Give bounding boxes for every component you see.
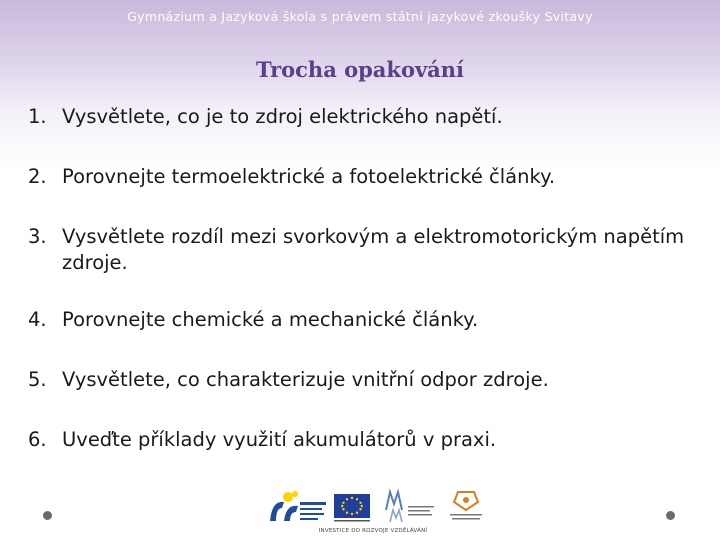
item-text: Vysvětlete, co je to zdroj elektrického napětí.: [62, 105, 503, 128]
list-item: [28, 104, 708, 130]
item-text: Vysvětlete, co charakterizuje vnitřní odpor zdroje.: [62, 368, 549, 391]
list-item: [28, 427, 708, 453]
op-vk-logo: [450, 492, 482, 520]
bullet-dot-right: [666, 511, 675, 520]
bullet-dot-left: [43, 511, 52, 520]
school-header: Gymnázium a Jazyková škola s právem státní jazykové zkoušky Svitavy: [127, 9, 593, 24]
question-list: [28, 104, 708, 487]
logo-caption: INVESTICE DO ROZVOJE VZDĚLÁVÁNÍ: [318, 528, 428, 534]
item-number: 6.: [28, 428, 47, 451]
item-number: 1.: [28, 105, 47, 128]
eu-flag-logo: [334, 494, 370, 522]
msmt-logo: [386, 492, 434, 522]
item-number: 4.: [28, 308, 47, 331]
logo-strip: [262, 488, 484, 528]
item-number: 2.: [28, 165, 47, 188]
item-text: Vysvětlete rozdíl mezi svorkovým a elektromotorickým napětím zdroje.: [62, 225, 685, 274]
list-item: [28, 224, 708, 276]
item-text: Uveďte příklady využití akumulátorů v praxi.: [62, 428, 497, 451]
item-number: 5.: [28, 368, 47, 391]
footer-logos: [262, 488, 484, 536]
list-item: [28, 367, 708, 393]
esf-logo: [270, 491, 326, 521]
slide-title: Trocha opakování: [255, 57, 465, 82]
item-text: Porovnejte termoelektrické a fotoelektrické články.: [62, 165, 556, 188]
list-item: [28, 307, 708, 333]
list-item: [28, 164, 708, 190]
item-text: Porovnejte chemické a mechanické články.: [62, 308, 479, 331]
item-number: 3.: [28, 225, 47, 248]
